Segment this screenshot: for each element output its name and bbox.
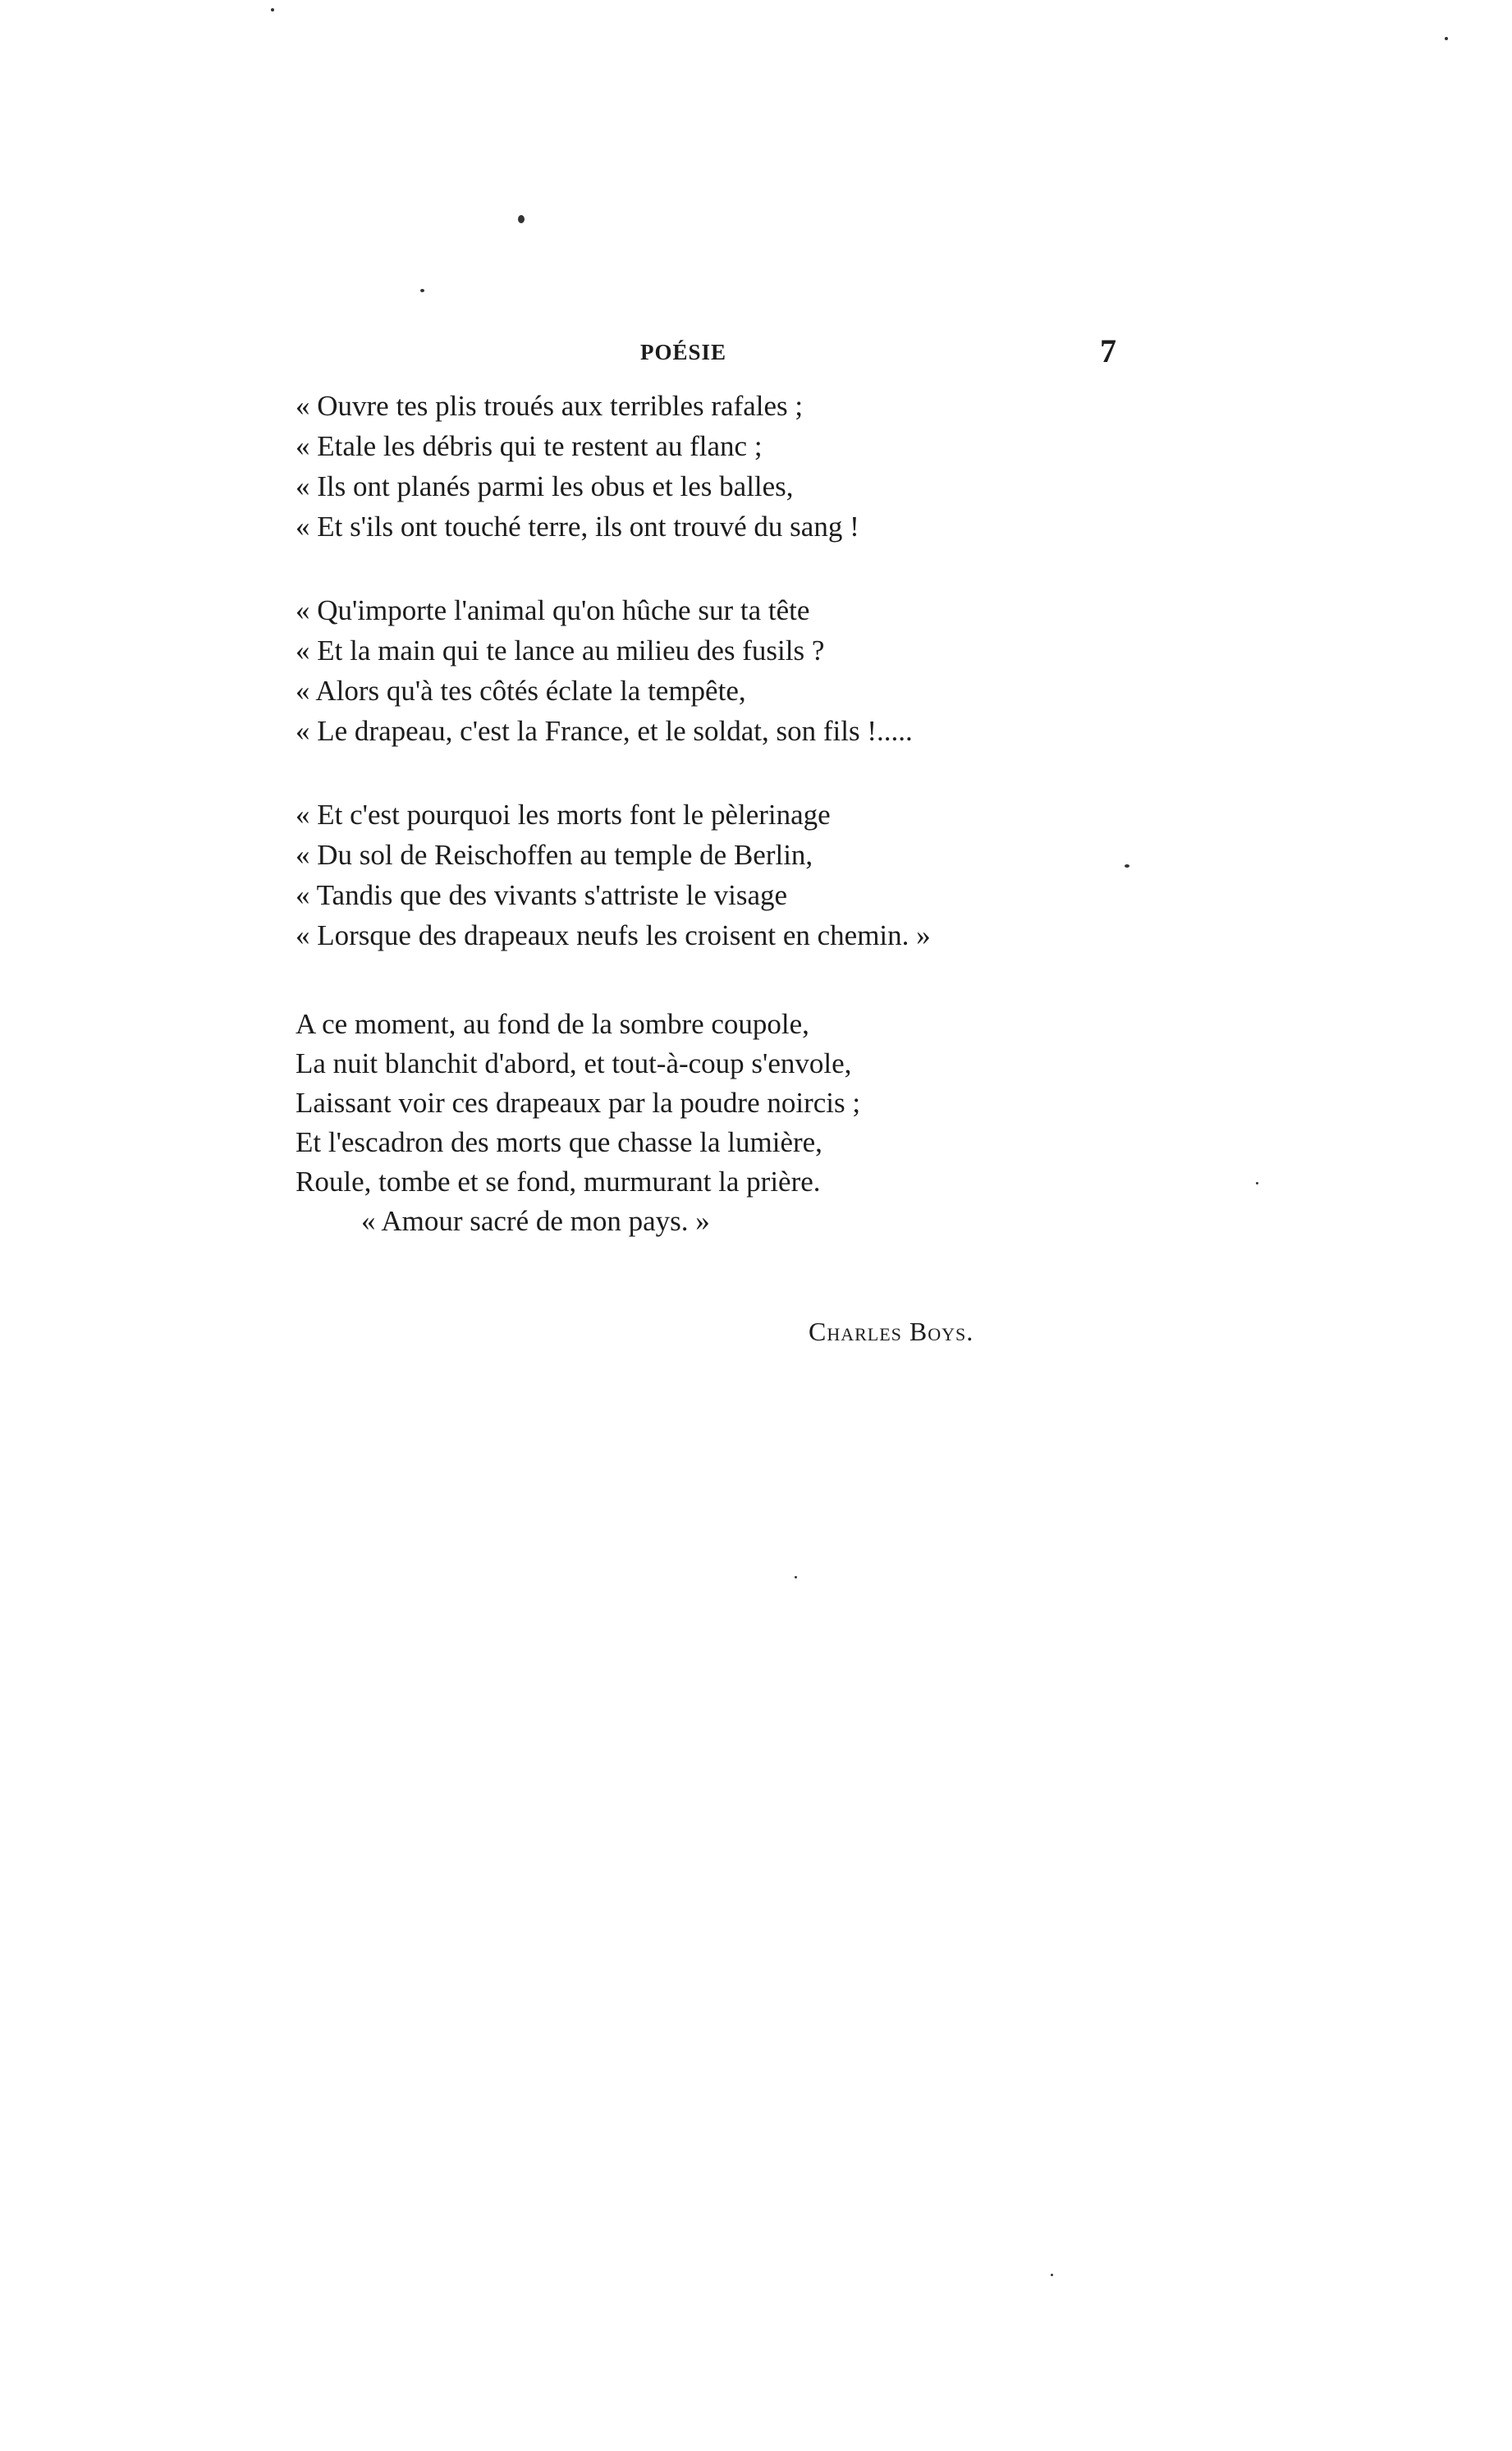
verse-line: « Du sol de Reischoffen au temple de Berlin, <box>296 839 813 871</box>
scan-speck <box>271 8 274 11</box>
verse-line: « Et c'est pourquoi les morts font le pèlerinage <box>296 799 831 831</box>
verse-line: « Etale les débris qui te restent au flanc ; <box>296 430 763 462</box>
scan-speck <box>1051 2274 1053 2276</box>
verse-line: « Ils ont planés parmi les obus et les balles, <box>296 470 794 502</box>
verse-line: « Lorsque des drapeaux neufs les croisent en chemin. » <box>296 919 931 951</box>
verse-line: Roule, tombe et se fond, murmurant la prière. <box>296 1166 821 1198</box>
verse-line: « Qu'importe l'animal qu'on hûche sur ta tête <box>296 594 810 626</box>
scan-speck <box>518 215 525 223</box>
scan-speck <box>795 1576 797 1578</box>
stanza-1 <box>296 386 1198 547</box>
stanza-4 <box>296 1005 1198 1241</box>
verse-line: « Le drapeau, c'est la France, et le soldat, son fils !..... <box>296 715 913 747</box>
scan-speck <box>1256 1182 1258 1184</box>
scan-speck <box>420 289 424 292</box>
page-number: 7 <box>1100 332 1116 369</box>
verse-line: « Et s'ils ont touché terre, ils ont trouvé du sang ! <box>296 511 859 543</box>
verse-line: « Tandis que des vivants s'attriste le visage <box>296 879 788 911</box>
verse-line: « Alors qu'à tes côtés éclate la tempête, <box>296 675 746 707</box>
scan-speck <box>1125 864 1129 868</box>
verse-line: La nuit blanchit d'abord, et tout-à-coup s'envole, <box>296 1047 852 1079</box>
scan-speck <box>1445 37 1448 40</box>
verse-line: Et l'escadron des morts que chasse la lumière, <box>296 1126 822 1158</box>
verse-line: Laissant voir ces drapeaux par la poudre noircis ; <box>296 1087 861 1119</box>
verse-line: « Ouvre tes plis troués aux terribles rafales ; <box>296 390 804 422</box>
page-title: POÉSIE <box>640 340 727 364</box>
verse-line: « Et la main qui te lance au milieu des fusils ? <box>296 635 825 667</box>
verse-line: A ce moment, au fond de la sombre coupole, <box>296 1008 809 1040</box>
stanza-2 <box>296 590 1198 751</box>
author-signature: Charles Boys. <box>809 1317 974 1346</box>
verse-line: « Amour sacré de mon pays. » <box>361 1205 710 1237</box>
stanza-3 <box>296 795 1198 955</box>
